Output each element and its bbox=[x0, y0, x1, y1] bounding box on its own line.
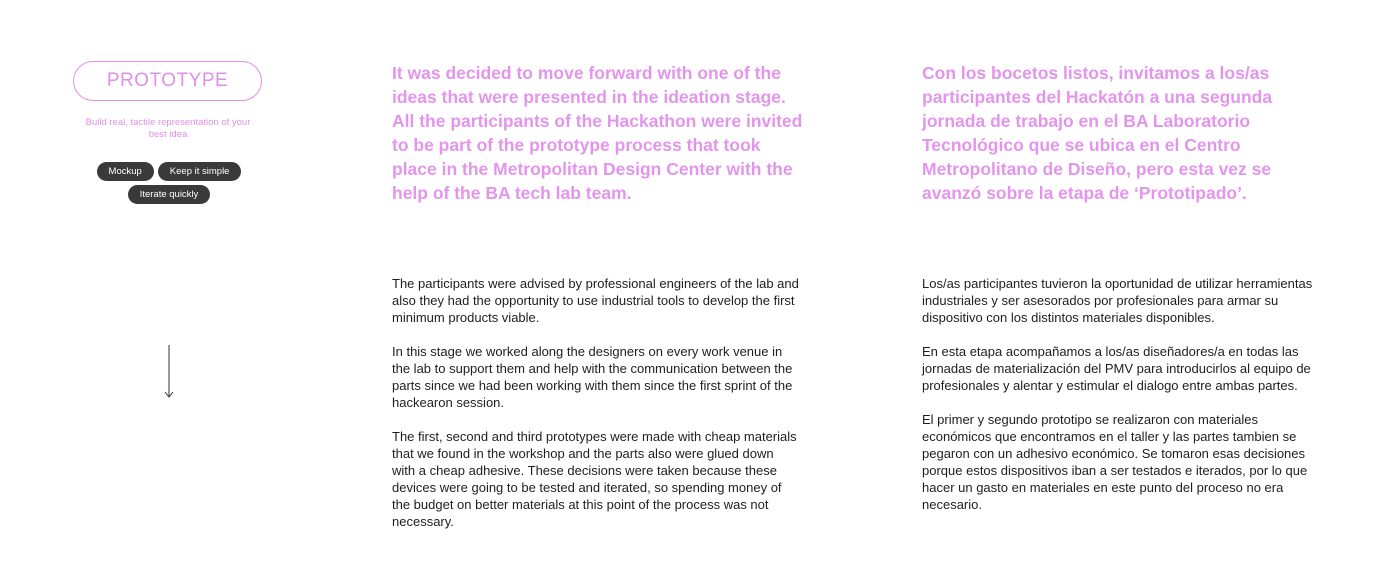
spanish-body bbox=[922, 275, 1330, 530]
spanish-paragraph: El primer y segundo prototipo se realizaron con materiales económicos que encontramos en el taller y las partes tambien se pegaron con un adhesivo económico. Se tomaron esas decisiones porque estos dispositivos iban a ser testados e iterados, por lo que hacer un gasto en materiales en este punto del proceso no era necesario. bbox=[922, 412, 1308, 512]
spanish-paragraph: En esta etapa acompañamos a los/as diseñadores/a en todas las jornadas de materialización del PMV para introducirlos al equipo de profesionales y alentar y estimular el dialogo entre ambas partes. bbox=[922, 344, 1311, 393]
stage-subtitle: Build real, tactile representation of your best idea bbox=[85, 117, 251, 140]
tag-list bbox=[80, 162, 258, 204]
english-paragraph: The participants were advised by professional engineers of the lab and also they had the opportunity to use industrial tools to develop the first minimum products viable. bbox=[392, 276, 799, 325]
spanish-lead: Con los bocetos listos, invitamos a los/as participantes del Hackatón a una segunda jornada de trabajo en el BA Laboratorio Tecnológico que se ubica en el Centro Metropolitano de Diseño, pero esta vez se avanzó sobre la etapa de ‘Prototipado’. bbox=[922, 63, 1273, 203]
tag-keep-it-simple: Keep it simple bbox=[158, 162, 242, 181]
tag-iterate-quickly: Iterate quickly bbox=[128, 185, 211, 204]
stage-title-pill bbox=[73, 61, 262, 101]
english-paragraph: The first, second and third prototypes were made with cheap materials that we found in the workshop and the parts also were glued down with a cheap adhesive. These decisions were taken because these devices were going to be tested and iterated, so spending money of the budget on better materials at this point of the process was not necessary. bbox=[392, 429, 797, 529]
spanish-paragraph: Los/as participantes tuvieron la oportunidad de utilizar herramientas industriales y ser asesorados por profesionales para armar su dispositivo con los distintos materiales disponibles. bbox=[922, 276, 1313, 325]
english-lead: It was decided to move forward with one of the ideas that were presented in the ideation stage. All the participants of the Hackathon were invited to be part of the prototype process that took place in the Metropolitan Design Center with the help of the BA tech lab team. bbox=[392, 63, 803, 203]
tag-mockup: Mockup bbox=[97, 162, 154, 181]
english-paragraph: In this stage we worked along the designers on every work venue in the lab to support them and help with the communication between the parts since we had been working with them since the first sprint of the hackearon session. bbox=[392, 344, 793, 410]
english-body bbox=[392, 275, 800, 547]
stage-title: PROTOTYPE bbox=[106, 70, 229, 91]
arrow-down-icon bbox=[163, 345, 175, 399]
